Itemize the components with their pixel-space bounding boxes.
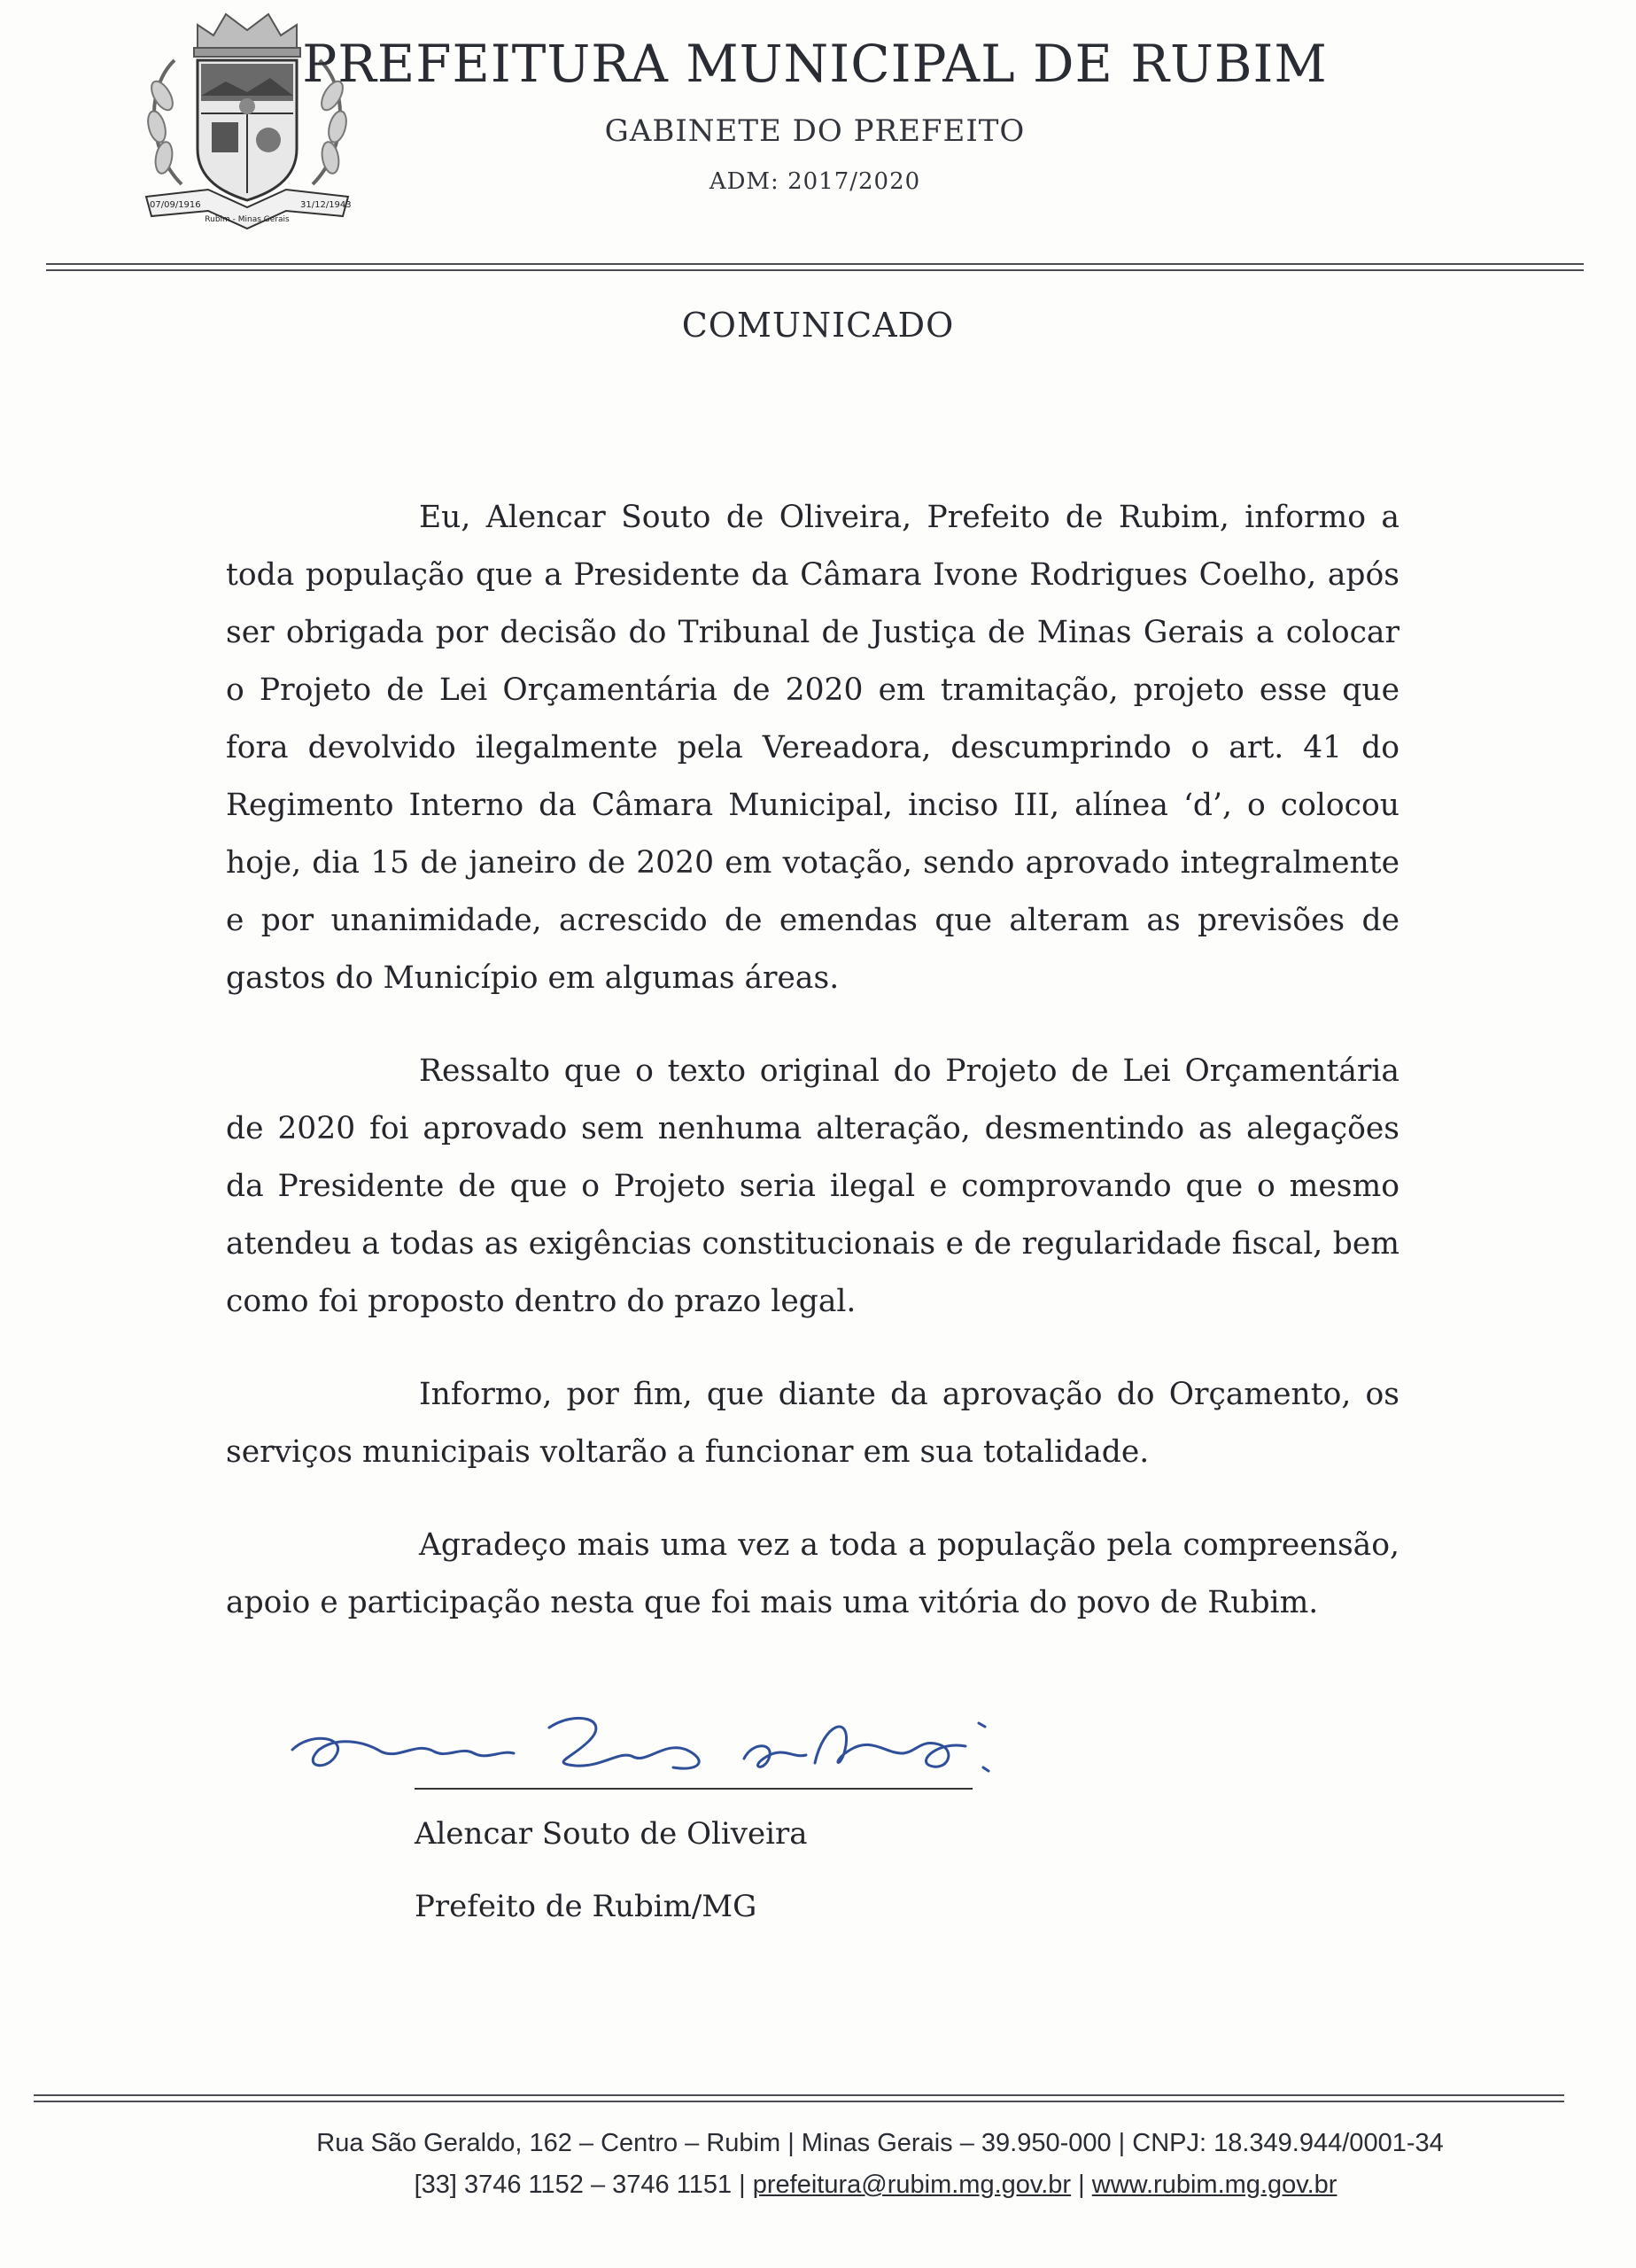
footer-divider-secondary bbox=[34, 2101, 1564, 2102]
footer-phones: [33] 3746 1152 – 3746 1151 | bbox=[414, 2171, 746, 2199]
administration-term: ADM: 2017/2020 bbox=[709, 168, 921, 195]
footer-contacts bbox=[58, 2171, 1636, 2200]
document-heading: COMUNICADO bbox=[681, 306, 955, 345]
crest-motto: Rubim - Minas Gerais bbox=[205, 215, 290, 224]
header-divider bbox=[46, 263, 1584, 265]
footer-address: Rua São Geraldo, 162 – Centro – Rubim | Minas Gerais – 39.950-000 | CNPJ: 18.349.944/0001-34 bbox=[316, 2129, 1444, 2157]
footer-email-link[interactable]: prefeitura@rubim.mg.gov.br bbox=[752, 2171, 1072, 2199]
signatory-role: Prefeito de Rubim/MG bbox=[415, 1889, 757, 1924]
crest-date-right: 31/12/1943 bbox=[300, 200, 352, 210]
paragraph-2: Ressalto que o texto original do Projeto de Lei Orçamentária de 2020 foi aprovado sem nenhuma alteração, desmentindo as alegações da Presidente de que o Projeto seria ilegal e comprovando que o mesmo atendeu a todas as exigências constitucionais e de regularidade fiscal, bem como foi proposto dentro do prazo legal. bbox=[226, 1053, 1400, 1319]
document-body bbox=[226, 489, 1400, 1667]
signatory-name: Alencar Souto de Oliveira bbox=[415, 1816, 808, 1852]
handwritten-signature bbox=[283, 1688, 1010, 1790]
footer-divider bbox=[34, 2094, 1564, 2096]
header-divider-secondary bbox=[46, 269, 1584, 271]
footer-separator: | bbox=[1078, 2171, 1085, 2199]
paragraph-3: Informo, por fim, que diante da aprovação do Orçamento, os serviços municipais voltarão a funcionar em sua totalidade. bbox=[226, 1377, 1400, 1470]
signature-icon bbox=[283, 1688, 1010, 1790]
crest-date-left: 07/09/1916 bbox=[150, 200, 201, 210]
page-title: PREFEITURA MUNICIPAL DE RUBIM bbox=[302, 34, 1328, 94]
footer-website-link[interactable]: www.rubim.mg.gov.br bbox=[1091, 2171, 1337, 2199]
signature-line bbox=[415, 1788, 973, 1790]
paragraph-1: Eu, Alencar Souto de Oliveira, Prefeito de Rubim, informo a toda população que a Presidente da Câmara Ivone Rodrigues Coelho, após ser obrigada por decisão do Tribunal de Justiça de Minas Gerais a colocar o Projeto de Lei Orçamentária de 2020 em tramitação, projeto esse que fora devolvido ilegalmente pela Vereadora, descumprindo o art. 41 do Regimento Interno da Câmara Municipal, inciso III, alínea ‘d’, o colocou hoje, dia 15 de janeiro de 2020 em votação, sendo aprovado integralmente e por unanimidade, acrescido de emendas que alteram as previsões de gastos do Município em algumas áreas. bbox=[226, 500, 1400, 996]
office-subtitle: GABINETE DO PREFEITO bbox=[604, 113, 1026, 149]
paragraph-4: Agradeço mais uma vez a toda a população pela compreensão, apoio e participação nesta que foi mais uma vitória do povo de Rubim. bbox=[226, 1527, 1400, 1620]
